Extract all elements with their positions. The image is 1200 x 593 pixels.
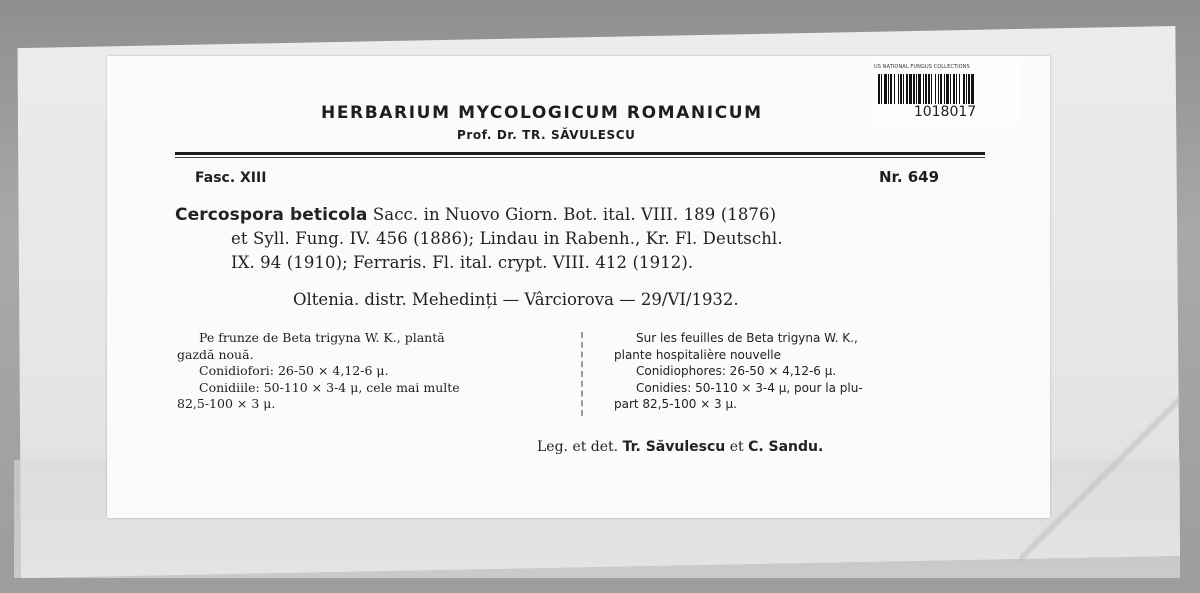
collector-primary: Tr. Săvulescu bbox=[622, 439, 726, 455]
herbarium-label bbox=[107, 56, 1050, 518]
description-line: Conidiofori: 26-50 × 4,12-6 μ. bbox=[199, 363, 389, 378]
barcode-number: 1018017 bbox=[913, 104, 977, 120]
title-rule-thin bbox=[175, 157, 985, 158]
description-line: gazdă nouă. bbox=[177, 346, 254, 362]
column-divider bbox=[581, 332, 583, 416]
collector-line bbox=[537, 439, 823, 455]
barcode-sticker bbox=[870, 58, 1020, 124]
collection-caption: US NATIONAL FUNGUS COLLECTIONS bbox=[874, 64, 970, 70]
french-description bbox=[614, 330, 863, 413]
legit-prefix: Leg. et det. bbox=[537, 439, 619, 455]
description-line: part 82,5-100 × 3 μ. bbox=[614, 397, 737, 411]
description-line: Conidies: 50-110 × 3-4 μ, pour la plu- bbox=[636, 380, 863, 395]
title-rule bbox=[175, 152, 985, 155]
description-line: Pe frunze de Beta trigyna W. K., plantă bbox=[199, 330, 445, 345]
description-line: plante hospitalière nouvelle bbox=[614, 347, 782, 362]
taxon-citation bbox=[175, 203, 1005, 275]
label-title: HERBARIUM MYCOLOGICUM ROMANICUM bbox=[321, 103, 763, 123]
citation-line-1: Sacc. in Nuovo Giorn. Bot. ital. VIII. 189 (1876) bbox=[372, 205, 777, 224]
description-line: Conidiophores: 26-50 × 4,12-6 μ. bbox=[636, 364, 837, 378]
romanian-description bbox=[177, 330, 460, 413]
fascicle-number: Fasc. XIII bbox=[195, 170, 267, 186]
specimen-number: Nr. 649 bbox=[879, 168, 940, 186]
description-line: 82,5-100 × 3 μ. bbox=[177, 396, 276, 411]
species-name: Cercospora beticola bbox=[175, 205, 368, 225]
description-line: Conidiile: 50-110 × 3-4 μ, cele mai multe bbox=[199, 379, 460, 395]
barcode bbox=[878, 74, 1012, 104]
description-line: Sur les feuilles de Beta trigyna W. K., bbox=[636, 331, 858, 345]
citation-line-2: et Syll. Fung. IV. 456 (1886); Lindau in Rabenh., Kr. Fl. Deutschl. bbox=[231, 229, 783, 248]
collector-secondary: C. Sandu. bbox=[748, 439, 824, 455]
label-subtitle: Prof. Dr. TR. SĂVULESCU bbox=[457, 128, 636, 142]
legit-conjunction: et bbox=[729, 439, 744, 455]
locality-line: Oltenia. distr. Mehedinți — Vârciorova — 29/VI/1932. bbox=[293, 290, 739, 309]
citation-line-3: IX. 94 (1910); Ferraris. Fl. ital. crypt. VIII. 412 (1912). bbox=[231, 253, 694, 272]
